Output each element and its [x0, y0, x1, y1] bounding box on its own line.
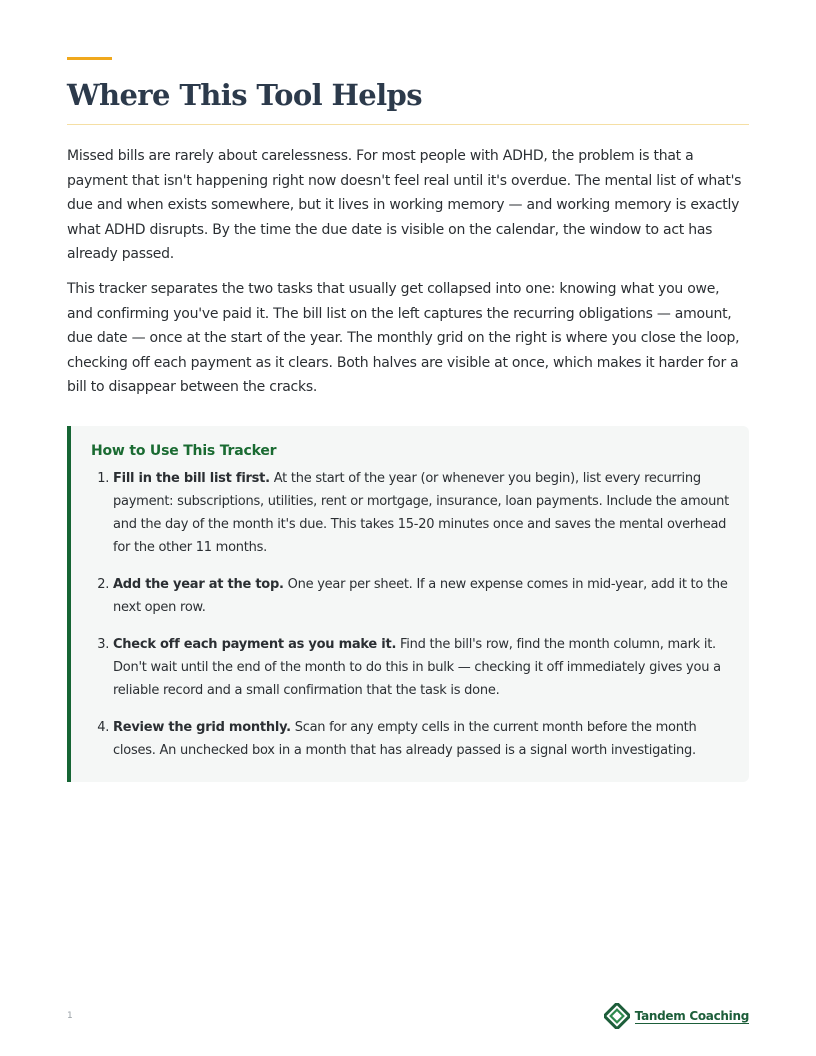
page-content — [67, 57, 749, 782]
step-item — [113, 633, 729, 702]
step-lead: Add the year at the top. — [113, 576, 284, 592]
page-title: Where This Tool Helps — [67, 76, 749, 125]
how-to-title: How to Use This Tracker — [91, 442, 277, 459]
brand-logo — [604, 1003, 749, 1029]
step-lead: Check off each payment as you make it. — [113, 636, 397, 652]
brand-name: Tandem Coaching — [634, 1008, 749, 1023]
step-lead: Review the grid monthly. — [113, 719, 291, 735]
step-text: Find the bill's row, find the month column, mark it. Don't wait until the end of the month to do this in bulk — checking it off immediately gives you a reliable record and a small confirmation that the task is done. — [113, 636, 721, 698]
how-to-callout — [67, 426, 749, 782]
intro-paragraph: This tracker separates the two tasks that usually get collapsed into one: knowing what you owe, and confirming you've paid it. The bill list on the left captures the recurring obligations — amount, due date — once at the start of the year. The monthly grid on the right is where you close the loop, checking off each payment as it clears. Both halves are visible at once, which makes it harder for a bill to disappear between the cracks. — [67, 280, 740, 396]
steps-list — [91, 467, 729, 762]
step-item — [113, 573, 729, 619]
title-accent-bar — [67, 57, 112, 60]
step-item — [113, 467, 729, 559]
intro-section — [67, 144, 749, 400]
step-item — [113, 716, 729, 762]
step-lead: Fill in the bill list first. — [113, 470, 270, 486]
page-number: 1 — [67, 1011, 73, 1021]
step-text: One year per sheet. If a new expense comes in mid-year, add it to the next open row. — [113, 576, 728, 615]
step-text: Scan for any empty cells in the current month before the month closes. An unchecked box in a month that has already passed is a signal worth investigating. — [113, 719, 697, 758]
step-text: At the start of the year (or whenever you begin), list every recurring payment: subscriptions, utilities, rent or mortgage, insurance, loan payments. Include the amount and the day of the month it's due. This takes 15-20 minutes once and saves the mental overhead for the other 11 months. — [113, 470, 729, 555]
intro-paragraph: Missed bills are rarely about carelessness. For most people with ADHD, the problem is that a payment that isn't happening right now doesn't feel real until it's overdue. The mental list of what's due and when exists somewhere, but it lives in working memory — and working memory is exactly what ADHD disrupts. By the time the due date is visible on the calendar, the window to act has already passed. — [67, 148, 742, 263]
diamond-logo-icon — [604, 1003, 630, 1029]
